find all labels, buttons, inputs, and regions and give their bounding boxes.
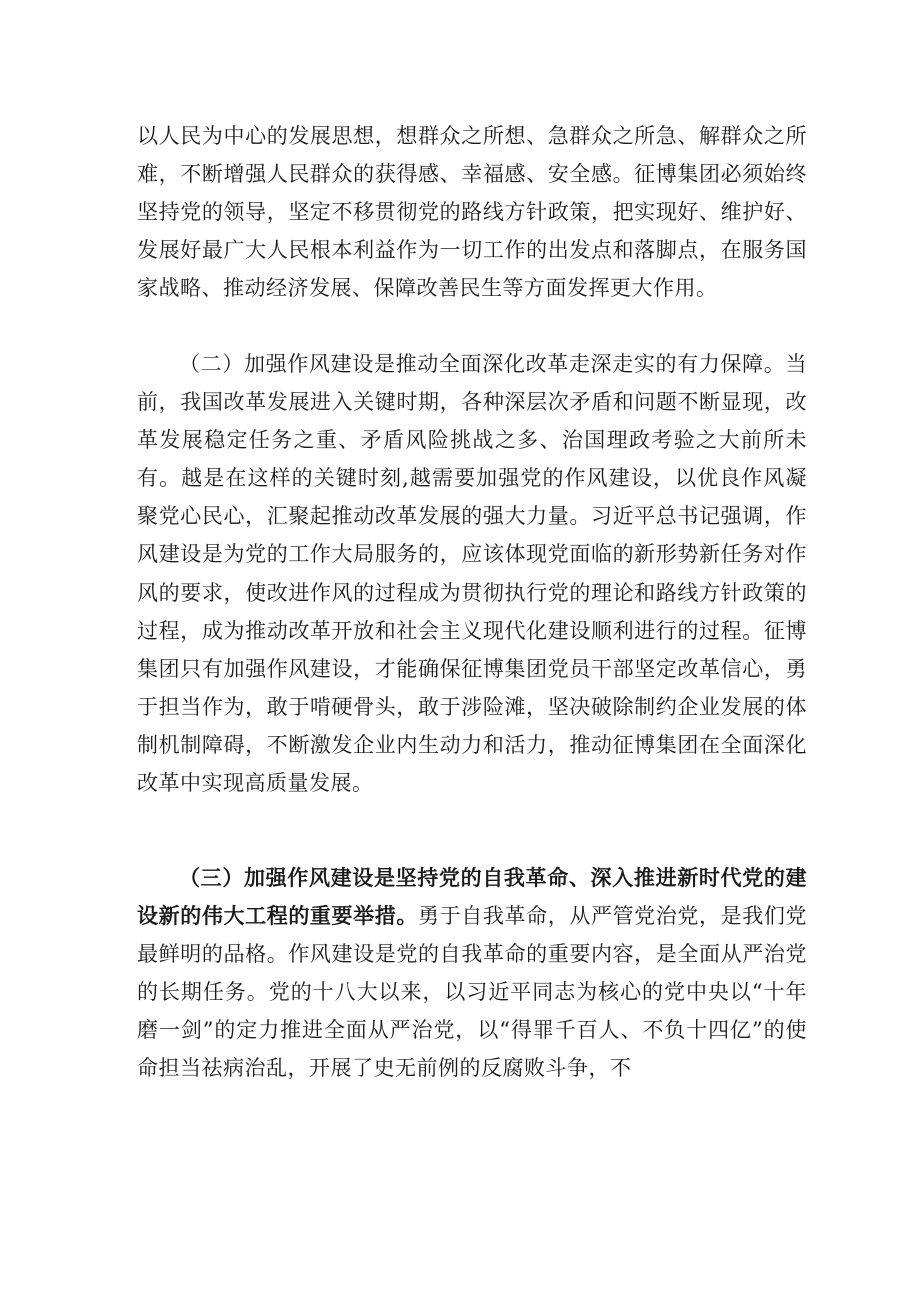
paragraph-body: 以人民为中心的发展思想，想群众之所想、急群众之所急、解群众之所难，不断增强人民群众的获得感、幸福感、安全感。征博集团必须始终坚持党的领导，坚定不移贯彻党的路线方针政策，把实现好、维护好、发展好最广大人民根本利益作为一切工作的出发点和落脚点，在服务国家战略、推动经济发展、保障改善民生等方面发挥更大作用。 xyxy=(137,124,807,301)
paragraph-section-two xyxy=(137,345,807,802)
section-heading: （三）加强作风建设是坚持党的自我革命、深入推进新时代党的建设新的伟大工程的重要举措。 xyxy=(137,865,807,929)
paragraph-body: 勇于自我革命，从严管党治党，是我们党最鲜明的品格。作风建设是党的自我革命的重要内容，是全面从严治党的长期任务。党的十八大以来，以习近平同志为核心的党中央以“十年磨一剑”的定力推进全面从严治党，以“得罪千百人、不负十四亿”的使命担当祛病治乱，开展了史无前例的反腐败斗争，不 xyxy=(137,904,807,1081)
paragraph-continuation xyxy=(137,117,807,307)
section-heading: （二）加强作风建设是推动全面深化改革走深走实的有力保障。 xyxy=(179,352,786,376)
paragraph-text xyxy=(137,345,807,802)
paragraph-body: 当前，我国改革发展进入关键时期，各种深层次矛盾和问题不断显现，改革发展稳定任务之重、矛盾风险挑战之多、治国理政考验之大前所未有。越是在这样的关键时刻,越需要加强党的作风建设，以优良作风凝聚党心民心，汇聚起推动改革发展的强大力量。习近平总书记强调，作风建设是为党的工作大局服务的，应该体现党面临的新形势新任务对作风的要求，使改进作风的过程成为贯彻执行党的理论和路线方针政策的过程，成为推动改革开放和社会主义现代化建设顺利进行的过程。征博集团只有加强作风建设，才能确保征博集团党员干部坚定改革信心，勇于担当作为，敢于啃硬骨头，敢于涉险滩，坚决破除制约企业发展的体制机制障碍，不断激发企业内生动力和活力，推动征博集团在全面深化改革中实现高质量发展。 xyxy=(137,352,807,796)
paragraph-section-three xyxy=(137,859,807,1088)
paragraph-text xyxy=(137,859,807,1088)
